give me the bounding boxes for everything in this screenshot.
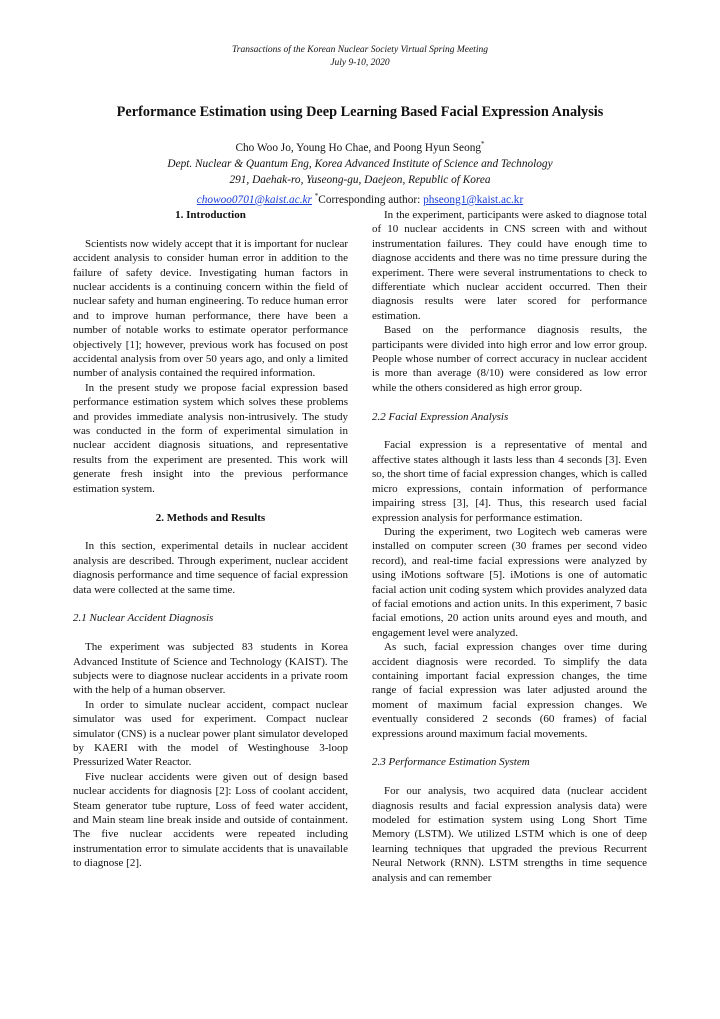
paper-title: Performance Estimation using Deep Learning Based Facial Expression Analysis <box>116 104 604 120</box>
left-column <box>73 208 348 871</box>
s22-paragraph-2: During the experiment, two Logitech web cameras were installed on computer screen (30 frames per second video record), and real-time facial expressions were analyzed by using iMotions software [5]. iMotions is one of automatic facial action unit coding system which provides analyzed data of facial emotions and action units. In this experiment, 7 basic facial emotions, 20 action units around eyes and mouth, and engagement level were analyzed. <box>372 525 647 639</box>
subsection-heading-2-2: 2.2 Facial Expression Analysis <box>372 410 509 423</box>
contact-line <box>0 188 720 208</box>
corr-label: Corresponding author: <box>318 193 424 206</box>
subsection-heading-2-3: 2.3 Performance Estimation System <box>372 756 530 769</box>
corresponding-mark: * <box>481 140 485 148</box>
subsection-heading-2-1: 2.1 Nuclear Accident Diagnosis <box>73 612 214 625</box>
address: 291, Daehak-ro, Yuseong-gu, Daejeon, Republic of Korea <box>229 173 491 186</box>
s21-paragraph-2: In order to simulate nuclear accident, compact nuclear simulator was used for experiment. Compact nuclear simulator (CNS) is a nuclear power plant simulator developed by KAERI with the model of Westinghouse 3-loop Pressurized Water Reactor. <box>73 698 348 769</box>
methods-paragraph-1: In this section, experimental details in nuclear accident analysis are described. Through experiment, nuclear accident diagnosis performance and time sequence of facial expression data were collected at the same time. <box>73 540 348 596</box>
corresponding-email-link[interactable]: phseong1@kaist.ac.kr <box>423 193 524 206</box>
author-email-link[interactable]: chowoo0701@kaist.ac.kr <box>196 193 312 206</box>
conference-name: Transactions of the Korean Nuclear Society Virtual Spring Meeting <box>232 45 488 55</box>
s21-paragraph-5: Based on the performance diagnosis results, the participants were divided into high error and low error group. People whose number of correct accuracy in nuclear accident is more than average (8/10) were considered as low error while the others considered as high error group. <box>372 324 647 394</box>
affiliation: Dept. Nuclear & Quantum Eng, Korea Advanced Institute of Science and Technology <box>167 157 553 170</box>
author-block <box>0 136 720 208</box>
section-heading-introduction: 1. Introduction <box>175 209 246 221</box>
corr-mark: * <box>314 191 319 200</box>
s21-paragraph-1: The experiment was subjected 83 students in Korea Advanced Institute of Science and Technology (KAIST). The subjects were to diagnose nuclear accidents in a private room with the help of a human observer. <box>73 641 348 697</box>
section-heading-methods: 2. Methods and Results <box>155 511 266 524</box>
running-head <box>0 44 720 70</box>
s23-paragraph-1: For our analysis, two acquired data (nuclear accident diagnosis results and facial expression analysis data) were modeled for estimation system using Long Short Time Memory (LSTM). We utilized LSTM which is one of deep learning techniques that upgraded the previous Recurrent Neural Network (RNN). LSTM strengths in time sequence analysis and can remember <box>372 785 647 884</box>
intro-paragraph-2: In the present study we propose facial expression based performance estimation system which solves these problems and provides immediate analysis non-intrusively. The study was conducted in the form of experimental simulation in nuclear accident diagnosis situations, and representative results from the experiment are presented. This work will generate fresh insight into the previous performance estimation system. <box>73 381 348 495</box>
conference-dates: July 9-10, 2020 <box>330 58 390 68</box>
intro-paragraph-1: Scientists now widely accept that it is important for nuclear accident analysis to consider human error in addition to the failure of safety device. Investigating human factors in nuclear accidents is a continuing concern within the field of nuclear safety and human engineering. To reduce human error and to improve human performance, there have been a number of notable works to estimate operator performance objectively [1]; however, previous work has focused on post accidental analysis from over 50 years ago, and only a limited number of analysis contained the required information. <box>73 237 348 380</box>
right-column <box>372 208 647 885</box>
author-names <box>0 136 720 156</box>
author-list: Cho Woo Jo, Young Ho Chae, and Poong Hyun Seong <box>235 141 482 154</box>
s21-paragraph-4: In the experiment, participants were asked to diagnose total of 10 nuclear accidents in CNS screen with and without instrumentation failures. They could have enough time to diagnose accidents and there was no time pressure during the experiment. There were several instrumentations to check to differentiate which nuclear accident occurred. Then their diagnosis results were later scored for performance estimation. <box>372 209 647 322</box>
s22-paragraph-3: As such, facial expression changes over time during accident diagnosis were recorded. To simplify the data containing important facial expression changes, the time range of facial expression was later adjusted around the moment of maximum facial expression changes. We eventually considered 2 seconds (60 frames) of facial expressions around maximum facial movements. <box>372 641 647 740</box>
s21-paragraph-3: Five nuclear accidents were given out of design based nuclear accidents for diagnosis [2]: Loss of coolant accident, Steam generator tube rupture, Loss of feed water accident, and Main steam line break inside and outside of containment. The five nuclear accidents were repeated including instrumentation error to simulate accidents that is unavailable to diagnose [2]. <box>73 770 348 870</box>
s22-paragraph-1: Facial expression is a representative of mental and affective states although it lasts less than 4 seconds [3]. Even so, the short time of facial expression changes, which is called micro expressions, contain information of performance impairing stress [3], [4]. Thus, this research used facial expression analysis for performance estimation. <box>372 439 647 524</box>
